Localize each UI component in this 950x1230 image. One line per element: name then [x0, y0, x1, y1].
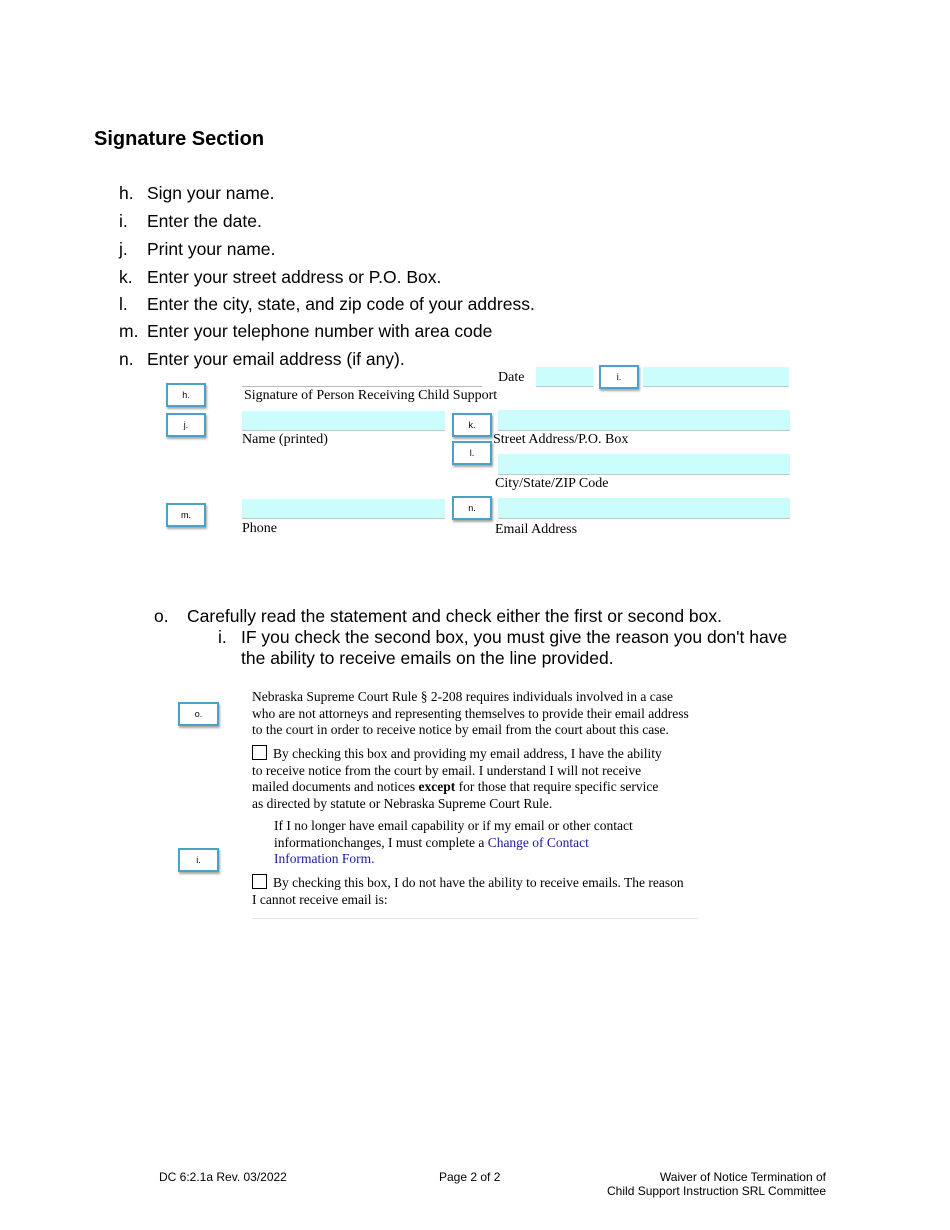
option-line: as directed by statute or Nebraska Supreme Court Rule.	[252, 795, 553, 811]
option-no-email-paragraph	[252, 874, 712, 908]
step-text: Enter the date.	[147, 211, 262, 231]
callout-j: j.	[166, 413, 206, 437]
step-letter: j.	[119, 239, 128, 259]
option-line: By checking this box and providing my email address, I have the ability	[273, 746, 662, 761]
step-text: Enter your email address (if any).	[147, 349, 405, 369]
city-state-zip-field[interactable]	[498, 454, 790, 475]
rule-line: who are not attorneys and representing themselves to provide their email address	[252, 705, 689, 721]
name-printed-label: Name (printed)	[242, 432, 328, 447]
step-text: Print your name.	[147, 239, 276, 259]
no-email-checkbox[interactable]	[252, 874, 267, 889]
step-letter: h.	[119, 183, 134, 203]
step-letter: i.	[218, 627, 227, 647]
phone-field[interactable]	[242, 499, 445, 519]
callout-l: l.	[452, 441, 492, 465]
sub-text-line: IF you check the second box, you must give the reason you don't have	[241, 627, 788, 647]
step-text: Enter the city, state, and zip code of your address.	[147, 294, 535, 314]
email-address-label: Email Address	[495, 522, 578, 537]
email-address-field[interactable]	[498, 498, 790, 519]
callout-o: o.	[178, 702, 219, 726]
step-letter: n.	[119, 349, 134, 369]
option-line: to receive notice from the court by email. I understand I will not receive	[252, 762, 642, 778]
footer-page-number: Page 2 of 2	[439, 1170, 501, 1184]
step-letter: o.	[154, 606, 169, 626]
step-letter: l.	[119, 294, 128, 314]
option-line: for those that require specific service	[455, 779, 659, 794]
step-letter: k.	[119, 267, 133, 287]
note-line: informationchanges, I must complete a	[274, 834, 488, 850]
city-state-zip-label: City/State/ZIP Code	[495, 476, 609, 491]
option-line: By checking this box, I do not have the ability to receive emails. The reason	[273, 875, 684, 890]
callout-n: n.	[452, 496, 492, 520]
footer-title	[560, 1170, 826, 1198]
contact-note	[274, 818, 704, 868]
footer-title-line: Child Support Instruction SRL Committee	[607, 1184, 826, 1198]
name-printed-field[interactable]	[242, 411, 445, 431]
rule-line: to the court in order to receive notice by email from the court about this case.	[252, 722, 669, 737]
step-text: Sign your name.	[147, 183, 275, 203]
callout-k: k.	[452, 413, 492, 437]
footer-title-line: Waiver of Notice Termination of	[659, 1170, 826, 1184]
callout-h: h.	[166, 383, 206, 407]
reason-line[interactable]	[252, 918, 698, 919]
footer-form-number: DC 6:2.1a Rev. 03/2022	[159, 1170, 287, 1184]
street-address-field[interactable]	[498, 410, 790, 431]
step-text	[241, 627, 787, 669]
email-capable-checkbox[interactable]	[252, 745, 267, 760]
change-of-contact-link-cont[interactable]: Information Form.	[274, 851, 375, 866]
step-text: Enter your telephone number with area code	[147, 321, 493, 341]
signature-label: Signature of Person Receiving Child Support	[244, 388, 498, 403]
phone-label: Phone	[242, 521, 277, 536]
callout-m: m.	[166, 503, 206, 527]
step-text: Enter your street address or P.O. Box.	[147, 267, 442, 287]
emphasis-except: except	[418, 779, 456, 794]
rule-paragraph	[252, 689, 712, 739]
step-letter: i.	[119, 211, 128, 231]
change-of-contact-link[interactable]: Change of Contact	[487, 834, 589, 850]
rule-line: Nebraska Supreme Court Rule § 2-208 requires individuals involved in a case	[252, 689, 674, 704]
date-field-month[interactable]	[536, 367, 593, 387]
step-text: Carefully read the statement and check either the first or second box.	[187, 606, 723, 626]
street-address-label: Street Address/P.O. Box	[493, 432, 629, 447]
callout-i-second: i.	[178, 848, 219, 872]
option-line: mailed documents and notices	[252, 779, 419, 794]
callout-i: i.	[599, 365, 639, 389]
date-field-year[interactable]	[643, 367, 789, 387]
step-letter: m.	[119, 321, 139, 341]
option-email-paragraph	[252, 745, 712, 812]
sub-text-line: the ability to receive emails on the line provided.	[241, 648, 614, 668]
option-line: I cannot receive email is:	[252, 891, 388, 907]
page-title: Signature Section	[94, 128, 265, 150]
signature-line[interactable]	[242, 386, 482, 387]
note-line: If I no longer have email capability or if my email or other contact	[274, 818, 633, 833]
date-label: Date	[498, 370, 525, 385]
